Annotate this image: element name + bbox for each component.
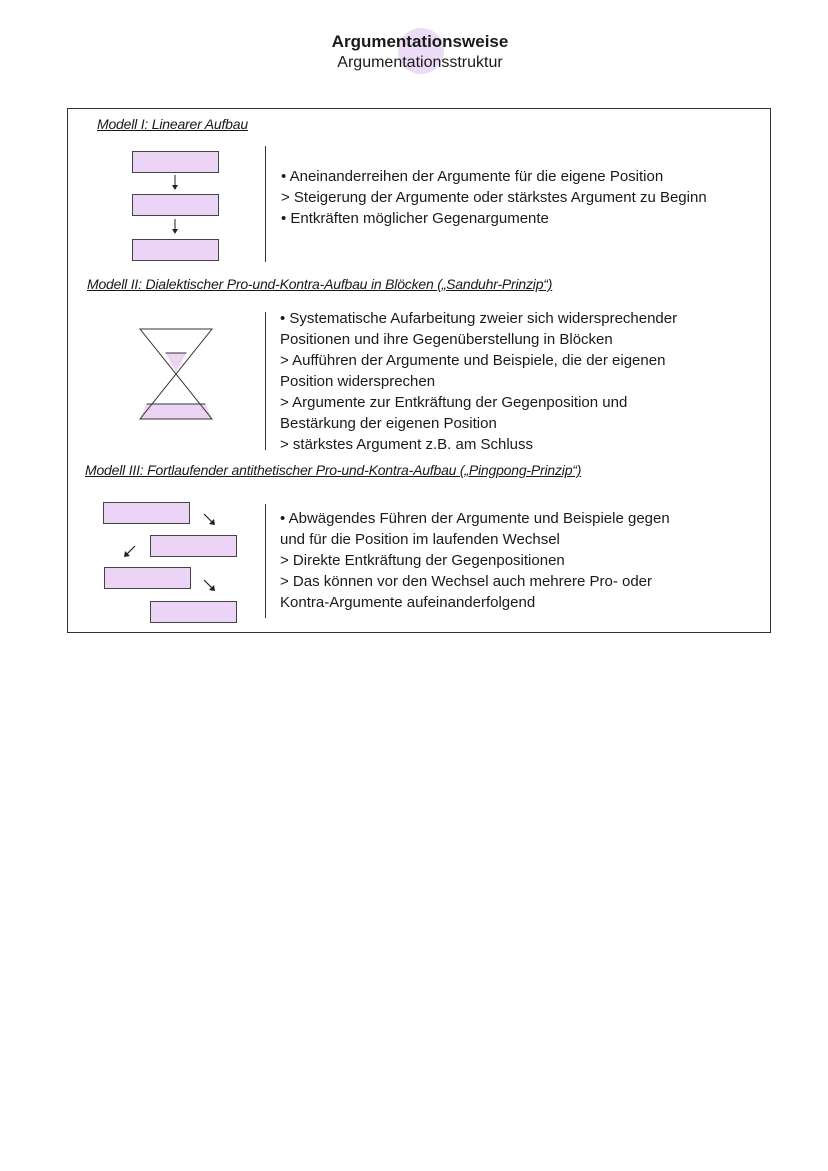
- model-2-line: > Aufführen der Argumente und Beispiele, die der eigenen: [280, 352, 666, 369]
- model-2-title: Modell II: Dialektischer Pro-und-Kontra-Aufbau in Blöcken („Sanduhr-Prinzip“): [87, 276, 553, 292]
- pingpong-box-2: [150, 535, 237, 557]
- pingpong-box-1: [103, 502, 190, 524]
- model-1-divider: [265, 146, 266, 262]
- model-1-text: [281, 166, 707, 229]
- model-3-line: Kontra-Argumente aufeinanderfolgend: [280, 594, 536, 611]
- linear-box-3: [132, 239, 219, 261]
- model-1-line: • Aneinanderreihen der Argumente für die eigene Position: [281, 168, 664, 185]
- pingpong-box-3: [104, 567, 191, 589]
- model-3-text: [280, 508, 670, 613]
- model-2-line: Position widersprechen: [280, 373, 436, 390]
- arrow-down-right-icon: [203, 579, 217, 593]
- arrow-down-icon: [170, 174, 180, 194]
- header: [0, 32, 828, 74]
- model-1-line: • Entkräften möglicher Gegenargumente: [281, 210, 549, 227]
- model-3-line: • Abwägendes Führen der Argumente und Beispiele gegen: [280, 510, 670, 527]
- pingpong-box-4: [150, 601, 237, 623]
- model-3-line: > Direkte Entkräftung der Gegenpositionen: [280, 552, 565, 569]
- model-3-line: und für die Position im laufenden Wechsel: [280, 531, 560, 548]
- linear-box-2: [132, 194, 219, 216]
- arrow-down-left-icon: [122, 545, 136, 559]
- hourglass-icon: [134, 327, 224, 423]
- page-title: Argumentationsweise: [331, 32, 509, 51]
- model-3-line: > Das können vor den Wechsel auch mehrere Pro- oder: [280, 573, 653, 590]
- page-subtitle: Argumentationsstruktur: [337, 54, 503, 71]
- model-2-line: Positionen und ihre Gegenüberstellung in Blöcken: [280, 331, 613, 348]
- model-1-line: > Steigerung der Argumente oder stärkstes Argument zu Beginn: [281, 189, 707, 206]
- linear-box-1: [132, 151, 219, 173]
- model-2-text: [280, 308, 677, 455]
- model-2-line: > Argumente zur Entkräftung der Gegenposition und: [280, 394, 628, 411]
- model-1-title: Modell I: Linearer Aufbau: [97, 116, 248, 132]
- model-2-line: > stärkstes Argument z.B. am Schluss: [280, 436, 534, 453]
- model-2-divider: [265, 312, 266, 450]
- model-3-title: Modell III: Fortlaufender antithetischer Pro-und-Kontra-Aufbau („Pingpong-Prinzip“): [85, 462, 582, 478]
- arrow-down-icon: [170, 218, 180, 238]
- model-3-divider: [265, 504, 266, 618]
- model-2-line: Bestärkung der eigenen Position: [280, 415, 497, 432]
- arrow-down-right-icon: [203, 513, 217, 527]
- model-2-line: • Systematische Aufarbeitung zweier sich widersprechender: [280, 310, 678, 327]
